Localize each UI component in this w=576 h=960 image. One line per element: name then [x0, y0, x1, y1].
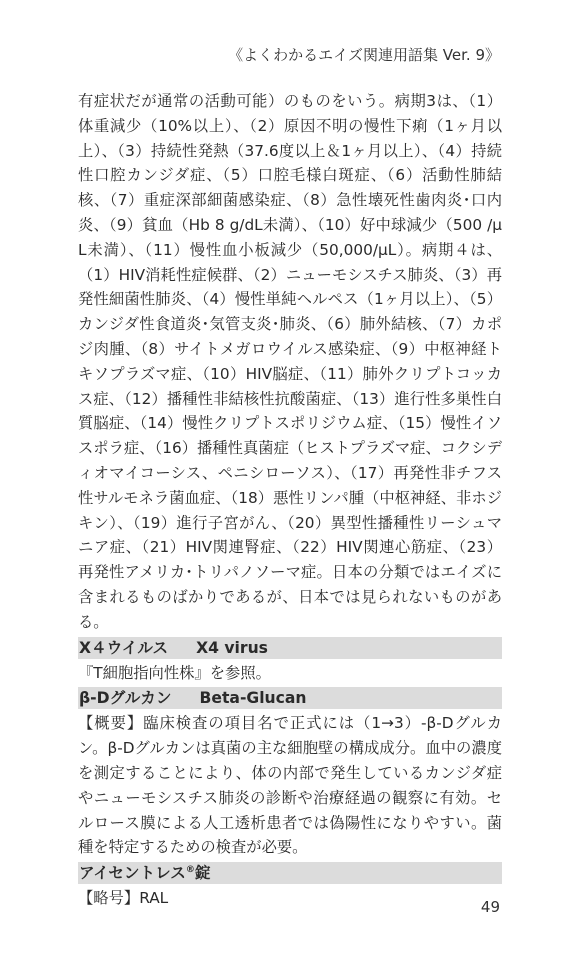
entry-body-isentress: 【略号】RAL [78, 889, 169, 908]
page-content [78, 89, 502, 911]
entry-term-suffix: 錠 [194, 864, 211, 883]
registered-mark: ® [185, 865, 195, 876]
entry-body-x4-virus: 『T細胞指向性株』を参照。 [78, 663, 271, 682]
entry-english-term: X4 virus [196, 638, 268, 657]
entry-body-beta-d-glucan: 【概要】臨床検査の項目名で正式には（1→3）-β-Dグルカン。β-Dグルカンは真菌の主な細胞壁の構成成分。血中の濃度を測定することにより、体の内部で発生しているカンジダ症やニューモシスチス肺炎の診断や治療経過の観察に有効。セルロース膜による人工透析患者では偽陽性になりやすい。菌種を特定するための検査が必要。 [78, 714, 502, 857]
entry-english-term: Beta-Glucan [199, 689, 307, 708]
entry-term: X４ウイルス [79, 638, 169, 657]
entry-term: β-Dグルカン [79, 689, 172, 708]
entry-term-name: アイセントレス [79, 864, 186, 883]
entry-heading-isentress [78, 862, 502, 884]
running-header: 《よくわかるエイズ関連用語集 Ver. 9》 [228, 46, 500, 64]
stage-paragraph: 有症状だが通常の活動可能）のものをいう。病期3は、（1）体重減少（10%以上）、（2）原因不明の慢性下痢（1ヶ月以上）、（3）持続性発熱（37.6度以上＆1ヶ月以上）、（4）持続性口腔カンジダ症、（5）口腔毛様白斑症、（6）活動性肺結核、（7）重症深部細菌感染症、（8）急性壊死性歯肉炎･口内炎、（9）貧血（Hb 8 g/dL未満）、（10）好中球減少（500 /μL未満）、（11）慢性血小板減少（50,000/μL）。病期４は、（1）HIV消耗性症候群、（2）ニューモシスチス肺炎、（3）再発性細菌性肺炎、（4）慢性単純ヘルペス（1ヶ月以上）、（5）カンジダ性食道炎･気管支炎･肺炎、（6）肺外結核、（7）カポジ肉腫、（8）サイトメガロウイルス感染症、（9）中枢神経トキソプラズマ症、（10）HIV脳症、（11）肺外クリプトコッカス症、（12）播種性非結核性抗酸菌症、（13）進行性多巣性白質脳症、（14）慢性クリプトスポリジウム症、（15）慢性イソスポラ症、（16）播種性真菌症（ヒストプラズマ症、コクシディオマイコーシス、ペニシローソス）、（17）再発性非チフス性サルモネラ菌血症、（18）悪性リンパ腫（中枢神経、非ホジキン）、（19）進行子宮がん、（20）異型性播種性リーシュマニア症、（21）HIV関連腎症、（22）HIV関連心筋症、（23）再発性アメリカ･トリパノソーマ症。日本の分類ではエイズに含まれるものばかりであるが、日本では見られないものがある。 [78, 92, 502, 631]
page-number: 49 [480, 898, 500, 916]
entry-term [79, 862, 210, 884]
entry-heading-beta-d-glucan [78, 687, 502, 709]
entry-heading-x4-virus [78, 637, 502, 659]
